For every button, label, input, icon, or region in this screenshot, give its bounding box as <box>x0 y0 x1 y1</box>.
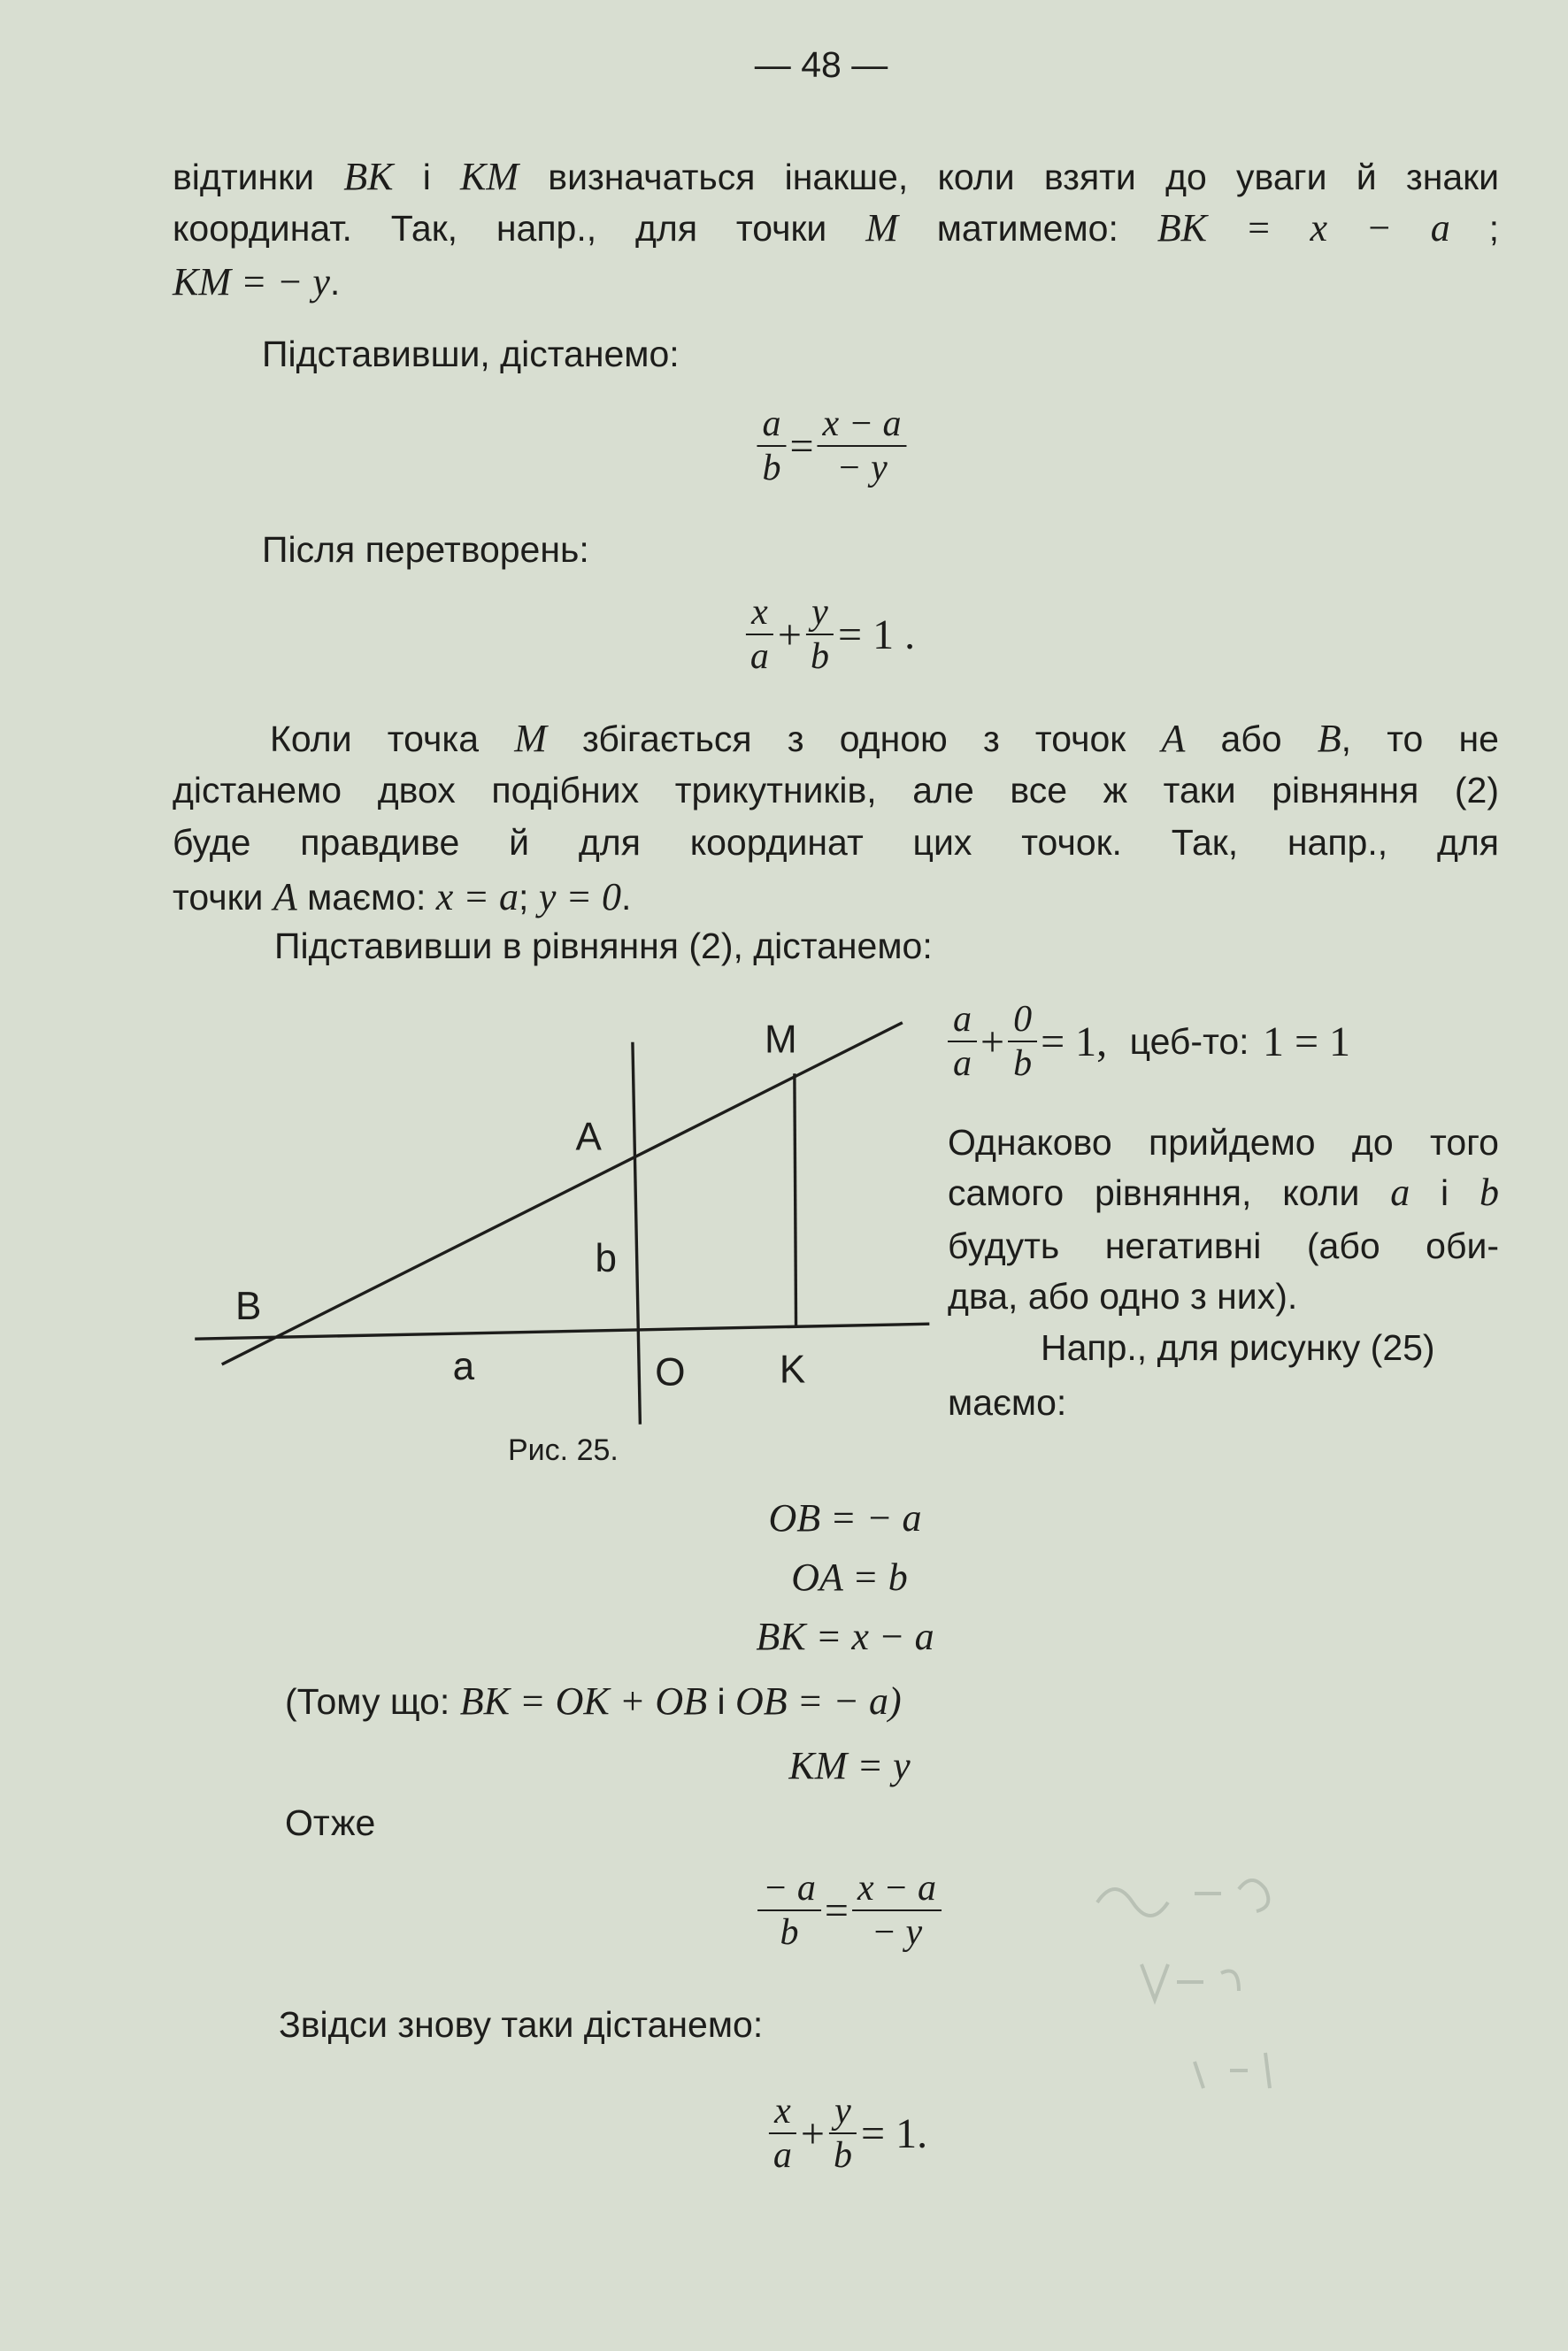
denominator: b <box>780 1912 799 1953</box>
numerator: a <box>948 998 977 1042</box>
label-m: M <box>764 1018 797 1062</box>
text: ; <box>519 877 539 918</box>
text: ) <box>888 1679 902 1723</box>
numerator: x − a <box>818 403 907 447</box>
paragraph-line: Однаково прийдемо до того <box>948 1122 1499 1163</box>
label-b-point: B <box>234 1285 262 1329</box>
denominator: b <box>762 448 781 488</box>
equation-rhs: = 1. <box>861 2109 928 2157</box>
math: BK = x − a <box>1157 206 1450 250</box>
math: M <box>865 206 898 250</box>
text: самого рівняння, коли <box>948 1172 1391 1213</box>
numerator: x <box>769 2090 796 2134</box>
text: ; <box>1449 208 1499 249</box>
text: Коли точка <box>270 718 515 759</box>
denominator: a <box>772 2135 792 2176</box>
equation <box>757 1867 942 1954</box>
operator: + <box>777 611 802 658</box>
denominator: a <box>749 636 769 677</box>
math: BK = OK + OB <box>459 1679 708 1723</box>
paragraph-line: дістанемо двох подібних трикутників, але все ж таки рівняння (2) <box>173 770 1499 811</box>
paragraph-line: будуть негативні (або оби- <box>948 1225 1499 1266</box>
operator: + <box>800 2109 825 2157</box>
label-b-length: b <box>595 1236 618 1280</box>
equation-bk: BK = x − a <box>756 1615 934 1658</box>
label-a-length: a <box>452 1344 475 1388</box>
text-line: Звідси знову таки дістанемо: <box>279 2004 764 2045</box>
math: B <box>1317 717 1341 760</box>
math: KM <box>460 155 519 198</box>
text: . <box>329 262 341 303</box>
operator: = <box>789 422 814 470</box>
label-a-point: A <box>575 1115 602 1159</box>
paragraph-line: маємо: <box>948 1382 1067 1423</box>
paragraph-line <box>948 1171 1499 1215</box>
label-k: K <box>779 1348 806 1392</box>
text: (Тому що: <box>285 1681 460 1722</box>
math: M <box>514 717 547 760</box>
segment-mk <box>795 1073 796 1326</box>
y-axis-line <box>633 1042 640 1425</box>
math: BK <box>343 155 394 198</box>
paragraph-line: буде правдиве й для координат цих точок. Так, напр., для <box>173 822 1499 863</box>
math: a <box>1390 1171 1410 1214</box>
text: збігається з одною з точок <box>546 718 1162 759</box>
equation <box>768 2090 931 2177</box>
paragraph-line: Напр., для рисунку (25) <box>1041 1327 1435 1368</box>
text: цеб-то: <box>1129 1020 1249 1062</box>
text: або <box>1185 718 1318 759</box>
denominator: b <box>811 636 829 677</box>
x-axis-line <box>195 1324 929 1339</box>
text: матимемо: <box>897 208 1157 249</box>
math: A <box>1161 717 1186 760</box>
label-o: O <box>655 1350 686 1394</box>
equation <box>948 998 1354 1085</box>
denominator: b <box>1013 1043 1033 1084</box>
text: відтинки <box>173 157 344 197</box>
text: маємо: <box>296 877 436 918</box>
numerator: x <box>746 591 773 635</box>
page-number: — 48 — <box>754 44 888 85</box>
equation: 1 = 1 <box>1262 1018 1351 1065</box>
numerator: 0 <box>1008 998 1037 1042</box>
denominator: a <box>953 1043 972 1084</box>
because-line <box>285 1679 902 1724</box>
text: визначаться інакше, коли взяти до уваги й знаки <box>519 157 1499 197</box>
denominator: b <box>834 2135 852 2176</box>
numerator: y <box>806 591 834 635</box>
numerator: a <box>757 403 786 447</box>
text: і <box>707 1681 735 1722</box>
text: . <box>621 877 632 918</box>
line-bm <box>222 1023 903 1364</box>
denominator: − y <box>836 448 888 488</box>
equation-rhs: = 1, <box>1041 1018 1108 1065</box>
text: , то не <box>1341 718 1499 759</box>
equation-rhs: = 1 . <box>838 611 916 658</box>
equation-km: KM = y <box>788 1744 911 1787</box>
text-line: Отже <box>285 1802 376 1843</box>
operator: + <box>980 1018 1005 1065</box>
text-line: Підставивши, дістанемо: <box>262 334 680 374</box>
math: x = a <box>435 875 519 918</box>
math: A <box>273 875 297 918</box>
math: y = 0 <box>538 875 622 918</box>
math: b <box>1480 1171 1499 1214</box>
paragraph-line: два, або одно з них). <box>948 1276 1298 1317</box>
equation-oa: OA = b <box>791 1556 908 1599</box>
text: і <box>393 157 461 197</box>
math: KM = − y <box>173 260 330 303</box>
text: і <box>1410 1172 1480 1213</box>
text-line: Підставивши в рівняння (2), дістанемо: <box>274 926 933 966</box>
denominator: − y <box>871 1912 923 1953</box>
operator: = <box>824 1886 849 1934</box>
numerator: x − a <box>852 1867 942 1911</box>
text-line: Після перетворень: <box>262 529 589 570</box>
text: координат. Так, напр., для точки <box>173 208 866 249</box>
text: точки <box>173 877 273 918</box>
numerator: y <box>829 2090 857 2134</box>
math: OB = − a <box>735 1679 889 1723</box>
pencil-annotation-marks <box>1088 1867 1354 2150</box>
equation-ob: OB = − a <box>768 1496 922 1540</box>
numerator: − a <box>757 1867 821 1911</box>
figure-caption: Рис. 25. <box>508 1433 619 1467</box>
